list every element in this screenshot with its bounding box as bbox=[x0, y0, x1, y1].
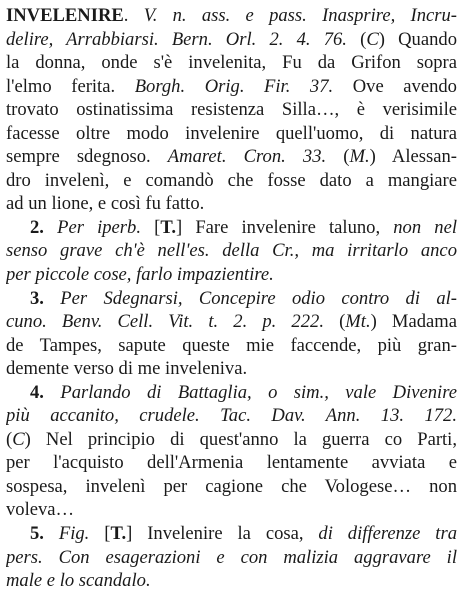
text-line bbox=[6, 287, 457, 311]
italic-text: Per iperb. bbox=[57, 216, 141, 238]
text-line bbox=[6, 75, 457, 99]
text-line bbox=[6, 546, 457, 570]
text-line bbox=[6, 498, 457, 522]
text-line bbox=[6, 239, 457, 263]
bold-text: 2. bbox=[30, 216, 58, 238]
italic-text: C bbox=[12, 428, 25, 450]
italic-text: più accanito, crudele. Tac. Dav. Ann. 13. 172. bbox=[6, 405, 457, 427]
text-span: ] Invelenire la cosa, bbox=[126, 523, 319, 545]
text-span: dro invelenì, e comandò che fosse dato a mangiare bbox=[6, 169, 457, 191]
italic-text: C bbox=[366, 28, 379, 50]
italic-text: V. n. ass. e pass. Inasprire, Incru- bbox=[143, 5, 457, 26]
text-span: ( bbox=[323, 311, 346, 333]
text-span: ( bbox=[346, 28, 367, 50]
text-line bbox=[6, 522, 457, 546]
bold-text: T. bbox=[110, 523, 127, 545]
text-span: ( bbox=[326, 146, 350, 168]
text-span: Ove avendo bbox=[333, 75, 457, 97]
italic-text: per piccole cose, farlo impazientire. bbox=[6, 264, 274, 286]
text-span: la donna, onde s'è invelenita, Fu da Grifon sopra bbox=[6, 52, 457, 74]
text-span: demente verso di me inveleniva. bbox=[6, 358, 248, 380]
bold-text: 4. bbox=[30, 381, 61, 403]
text-line bbox=[6, 98, 457, 122]
text-line bbox=[6, 451, 457, 475]
text-span: facesse oltre modo invelenire quell'uomo, di natura bbox=[6, 122, 457, 144]
italic-text: senso grave ch'è nell'es. della Cr., ma irritarlo anco bbox=[6, 240, 457, 262]
text-line bbox=[6, 334, 457, 358]
italic-text: delire, Arrabbiarsi. Bern. Orl. 2. 4. 76. bbox=[6, 28, 347, 50]
text-span: [ bbox=[89, 523, 111, 545]
text-span: ) Alessan- bbox=[369, 146, 457, 168]
text-span: sempre sdegnoso. bbox=[6, 146, 168, 168]
text-span: ad un lione, e così fu fatto. bbox=[6, 193, 205, 215]
text-span: l'elmo ferita. bbox=[6, 75, 135, 97]
bold-text: 3. bbox=[30, 287, 61, 309]
text-line bbox=[6, 145, 457, 169]
text-line bbox=[6, 569, 457, 593]
italic-text: male e lo scandalo. bbox=[6, 570, 151, 592]
text-span: . bbox=[123, 5, 144, 26]
text-span: per l'acquisto dell'Armenia lentamente avviata e bbox=[6, 452, 457, 474]
italic-text: Borgh. Orig. Fir. 37. bbox=[134, 75, 334, 97]
text-line bbox=[6, 28, 457, 52]
italic-text: Fig. bbox=[58, 523, 90, 545]
italic-text: Amaret. Cron. 33. bbox=[167, 146, 327, 168]
bold-text: INVELENIRE bbox=[6, 5, 124, 26]
italic-text: non nel bbox=[393, 216, 457, 238]
text-span: ) Nel principio di quest'anno la guerra co Parti, bbox=[24, 428, 457, 450]
text-span: [ bbox=[140, 216, 161, 238]
italic-text: Per Sdegnarsi, Concepire odio contro di al- bbox=[60, 287, 457, 309]
text-line bbox=[6, 404, 457, 428]
italic-text: cuno. Benv. Cell. Vit. t. 2. p. 222. bbox=[6, 311, 324, 333]
italic-text: M. bbox=[349, 146, 370, 168]
text-line bbox=[6, 428, 457, 452]
italic-text: Parlando di Battaglia, o sim., vale Divenire bbox=[60, 381, 457, 403]
italic-text: pers. Con esagerazioni e con malizia aggravare il bbox=[6, 546, 457, 568]
text-line bbox=[6, 357, 457, 381]
text-span: sospesa, invelenì per cagione che Vologese… non bbox=[6, 475, 457, 497]
text-line bbox=[6, 4, 457, 28]
italic-text: di differenze tra bbox=[318, 523, 457, 545]
text-line bbox=[6, 263, 457, 287]
text-span: de Tampes, sapute queste mie faccende, più gran- bbox=[6, 334, 457, 356]
text-span: trovato ostinatissima resistenza Silla…, è verisimile bbox=[6, 99, 457, 121]
text-line bbox=[6, 216, 457, 240]
text-line bbox=[6, 310, 457, 334]
text-line bbox=[6, 122, 457, 146]
text-span: ( bbox=[6, 428, 13, 450]
text-span: ] Fare invelenire taluno, bbox=[176, 216, 394, 238]
text-line bbox=[6, 475, 457, 499]
text-line bbox=[6, 169, 457, 193]
bold-text: T. bbox=[160, 216, 176, 238]
bold-text: 5. bbox=[30, 523, 59, 545]
italic-text: Mt. bbox=[345, 311, 371, 333]
text-line bbox=[6, 51, 457, 75]
text-line bbox=[6, 192, 457, 216]
text-span: ) Madama bbox=[370, 311, 457, 333]
text-span: ) Quando bbox=[378, 28, 457, 50]
text-line bbox=[6, 381, 457, 405]
text-span: voleva… bbox=[6, 499, 75, 521]
